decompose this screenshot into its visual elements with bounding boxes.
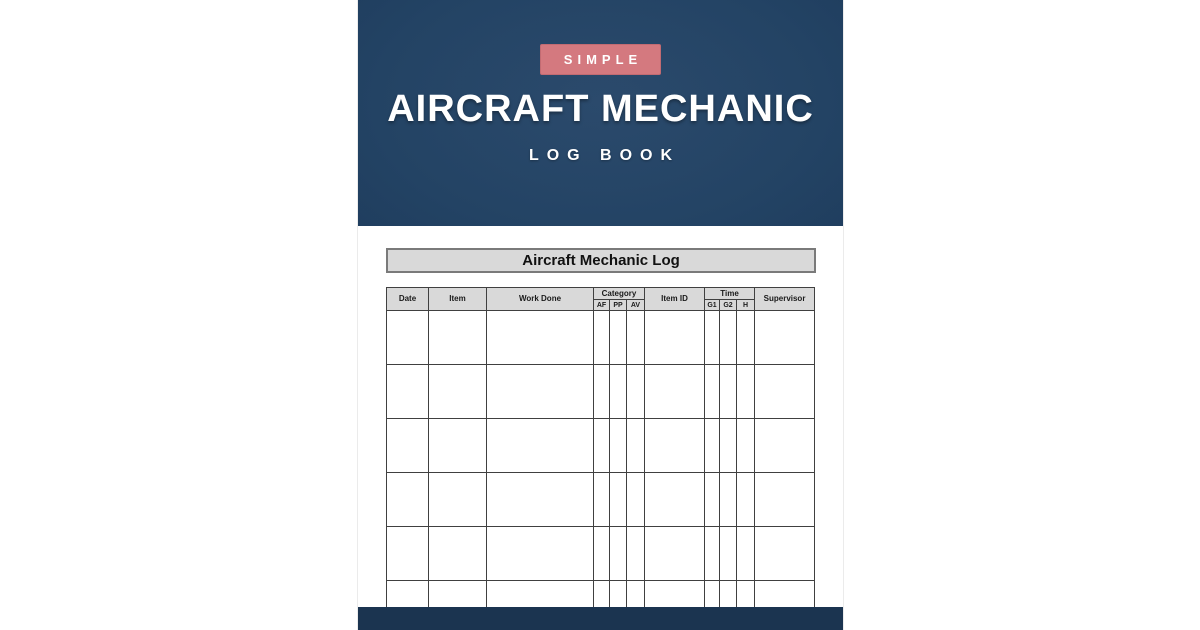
log-table-cell — [487, 365, 594, 419]
log-table-cell — [755, 311, 815, 365]
col-header-pp: PP — [610, 300, 627, 311]
log-table-cell — [487, 311, 594, 365]
log-table-cell — [610, 419, 627, 473]
log-table-cell — [627, 527, 645, 581]
log-table-row — [387, 473, 815, 527]
log-table-cell — [737, 527, 755, 581]
log-table-cell — [487, 473, 594, 527]
log-table-cell — [610, 365, 627, 419]
log-table-cell — [429, 581, 487, 608]
col-header-av: AV — [627, 300, 645, 311]
log-table-cell — [755, 527, 815, 581]
sheet-title: Aircraft Mechanic Log — [522, 252, 680, 269]
log-table — [386, 287, 815, 607]
log-table-cell — [737, 365, 755, 419]
log-table-cell — [645, 419, 705, 473]
log-table-cell — [387, 311, 429, 365]
log-table-row — [387, 311, 815, 365]
log-table-cell — [387, 365, 429, 419]
cover-title: AIRCRAFT MECHANIC — [387, 88, 814, 130]
log-table-row — [387, 419, 815, 473]
log-table-cell — [627, 473, 645, 527]
log-table-cell — [610, 311, 627, 365]
log-table-cell — [720, 527, 737, 581]
log-table-cell — [387, 473, 429, 527]
log-table-row — [387, 581, 815, 608]
log-table-row — [387, 365, 815, 419]
log-table-cell — [594, 473, 610, 527]
log-table-cell — [645, 365, 705, 419]
log-table-cell — [610, 473, 627, 527]
log-table-cell — [737, 581, 755, 608]
sheet-title-bar — [386, 248, 816, 273]
simple-badge — [540, 44, 661, 75]
log-table-row — [387, 527, 815, 581]
col-header-h: H — [737, 300, 755, 311]
log-table-cell — [594, 581, 610, 608]
log-table-cell — [720, 419, 737, 473]
log-table-cell — [755, 581, 815, 608]
log-table-cell — [387, 419, 429, 473]
log-table-cell — [594, 365, 610, 419]
col-header-time: Time — [705, 288, 755, 300]
log-table-cell — [645, 473, 705, 527]
cover-header-band — [358, 0, 843, 226]
log-table-container — [386, 287, 816, 607]
col-header-date: Date — [387, 288, 429, 311]
log-table-cell — [594, 527, 610, 581]
simple-badge-label: SIMPLE — [563, 52, 643, 67]
log-table-cell — [487, 527, 594, 581]
col-header-af: AF — [594, 300, 610, 311]
log-table-cell — [645, 581, 705, 608]
log-table-cell — [429, 527, 487, 581]
log-table-cell — [610, 527, 627, 581]
log-table-cell — [487, 581, 594, 608]
log-table-cell — [755, 365, 815, 419]
log-table-cell — [387, 527, 429, 581]
log-table-cell — [705, 473, 720, 527]
log-table-cell — [705, 311, 720, 365]
col-header-supervisor: Supervisor — [755, 288, 815, 311]
log-table-cell — [429, 311, 487, 365]
log-table-cell — [429, 473, 487, 527]
log-table-cell — [755, 473, 815, 527]
log-table-cell — [387, 581, 429, 608]
cover-subtitle: LOG BOOK — [528, 146, 681, 164]
col-header-g1: G1 — [705, 300, 720, 311]
log-table-cell — [594, 419, 610, 473]
log-table-cell — [720, 473, 737, 527]
log-table-body — [387, 311, 815, 608]
log-table-cell — [594, 311, 610, 365]
log-table-cell — [720, 311, 737, 365]
log-table-cell — [737, 419, 755, 473]
log-table-cell — [720, 365, 737, 419]
log-table-cell — [627, 419, 645, 473]
log-table-cell — [627, 311, 645, 365]
log-table-cell — [610, 581, 627, 608]
col-header-item-id: Item ID — [645, 288, 705, 311]
log-table-cell — [720, 581, 737, 608]
log-table-cell — [705, 419, 720, 473]
log-table-cell — [627, 365, 645, 419]
log-table-cell — [645, 311, 705, 365]
log-table-cell — [737, 473, 755, 527]
book-cover — [357, 0, 844, 630]
log-table-cell — [429, 365, 487, 419]
log-table-cell — [645, 527, 705, 581]
log-table-cell — [755, 419, 815, 473]
col-header-category: Category — [594, 288, 645, 300]
col-header-work-done: Work Done — [487, 288, 594, 311]
log-table-cell — [429, 419, 487, 473]
log-table-header — [387, 288, 815, 311]
header-group-row — [387, 288, 815, 300]
col-header-item: Item — [429, 288, 487, 311]
log-table-cell — [705, 581, 720, 608]
log-table-cell — [487, 419, 594, 473]
col-header-g2: G2 — [720, 300, 737, 311]
log-table-cell — [705, 365, 720, 419]
cover-footer-band — [358, 607, 843, 630]
log-table-cell — [737, 311, 755, 365]
log-table-cell — [705, 527, 720, 581]
log-table-cell — [627, 581, 645, 608]
